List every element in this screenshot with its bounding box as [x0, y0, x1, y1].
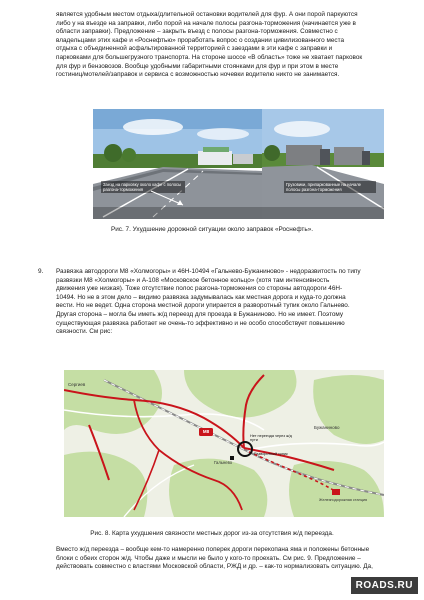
map-figure [64, 370, 384, 517]
map-label-crossing: Нет переезда через ж/д пути [250, 434, 292, 443]
text-line: действовать совместно с властями Московской области, РЖД и др. – как-то нормализовать ситуацию. Да, [56, 563, 373, 571]
arrow-icon [149, 189, 189, 209]
text-line: парковками для большегрузного транспорта. На стороне шоссе «В область» тоже не хватает парковок [56, 53, 363, 61]
text-line: вести. Но не ведет. Одна сторона местной дороги упирается в разворотный тупик около Гальнево. [56, 302, 350, 310]
text-line: развязки М8 «Холмогоры» и А-108 «Московское бетонное кольцо» (хотя там интенсивность [56, 276, 330, 284]
text-line: области заправки). Предложение – закрыть въезд с полосы разгона-торможения. Совместно с [56, 28, 338, 36]
paragraph-item9 [56, 268, 382, 337]
text-line: Вместо ж/д переезда – вообще кем-то намеренно поперек дороги перекопана яма и положены бетонные [56, 546, 370, 553]
text-line: связности. См рис: [56, 328, 113, 336]
text-line: для фур и бензовозов. Вообще удобными габаритными стоянками для фур и при этом в месте [56, 62, 339, 70]
map-label-station: Железнодорожная станция [319, 498, 368, 502]
figure-caption: Рис. 7. Ухудшение дорожной ситуации около заправок «Роснефть». [110, 226, 314, 233]
m8-shield-label: M8 [202, 429, 210, 434]
text-line: гостиниц/мотелей/заправок и сервиса с возможностью ночевки водителю никто не занимается. [56, 71, 340, 79]
text-line: либо у на въезде на заправки, либо порой на начале полосы разгона-торможения (начинается уже в [56, 19, 356, 27]
text-line: владельцами этих кафе и «Роснефтью» проработать вопрос о создании цивилизованного места [56, 36, 345, 44]
map-label-tupik: Разворотный тупик [254, 452, 288, 456]
text-line: отдыха с объединенной асфальтированной территорией с заездами в эти кафе с заправки и [56, 45, 333, 53]
figure-caption: Рис. 8. Карта ухудшения связности местных дорог из-за отсутствия ж/д переезда. [90, 530, 334, 537]
map-label-buzhaninovo: Бужаниново [314, 425, 340, 430]
text-line: Развязка автодороги М8 «Холмогоры» и 46Н-10494 «Гальнево-Бужаниново» - недоразвитость по типу [56, 268, 361, 275]
map-canvas [64, 370, 384, 517]
text-line: блоки с обеих сторон ж/д. Чтобы даже и мысли не было у кого-то проехать. См рис. 9. Предложение – [56, 554, 361, 562]
site-watermark: ROADS.RU [351, 577, 418, 594]
list-number: 9. [38, 268, 44, 275]
photo-overlay-label: Заезд на парковку около кафе с полосы разгона-торможения [101, 181, 185, 193]
photo-parked-trucks [262, 109, 384, 219]
map-label-galnevo: Гальнево [214, 460, 233, 465]
map-label-sergiev: Сергиев [68, 382, 86, 387]
paragraph-bottom [56, 546, 382, 572]
photo-overlay-label: Грузовики, припаркованные на начале полосы разгона-торможения [284, 181, 376, 193]
text-line: существующая развязка работает не очень-то эффективно и не особо способствует повышению [56, 319, 345, 327]
text-line: Другая сторона – могла бы иметь ж/д переезд для проезда в Бужаниново. Но не имеет. Поэтому [56, 310, 344, 318]
text-line: движения уже низкая). Тоже отсутствие полос разгона-торможения со стороны автодороги 46Н- [56, 285, 343, 293]
text-line: 10494. Но не в этом дело – видимо развязка задумывалась как местная дорога и куда-то должна [56, 293, 346, 301]
photo-cafe-entrance [93, 109, 262, 219]
paragraph-top [56, 11, 382, 80]
text-line: является удобным местом отдыха/длительной остановки водителей для фур. А они порой паркуются [56, 11, 358, 18]
